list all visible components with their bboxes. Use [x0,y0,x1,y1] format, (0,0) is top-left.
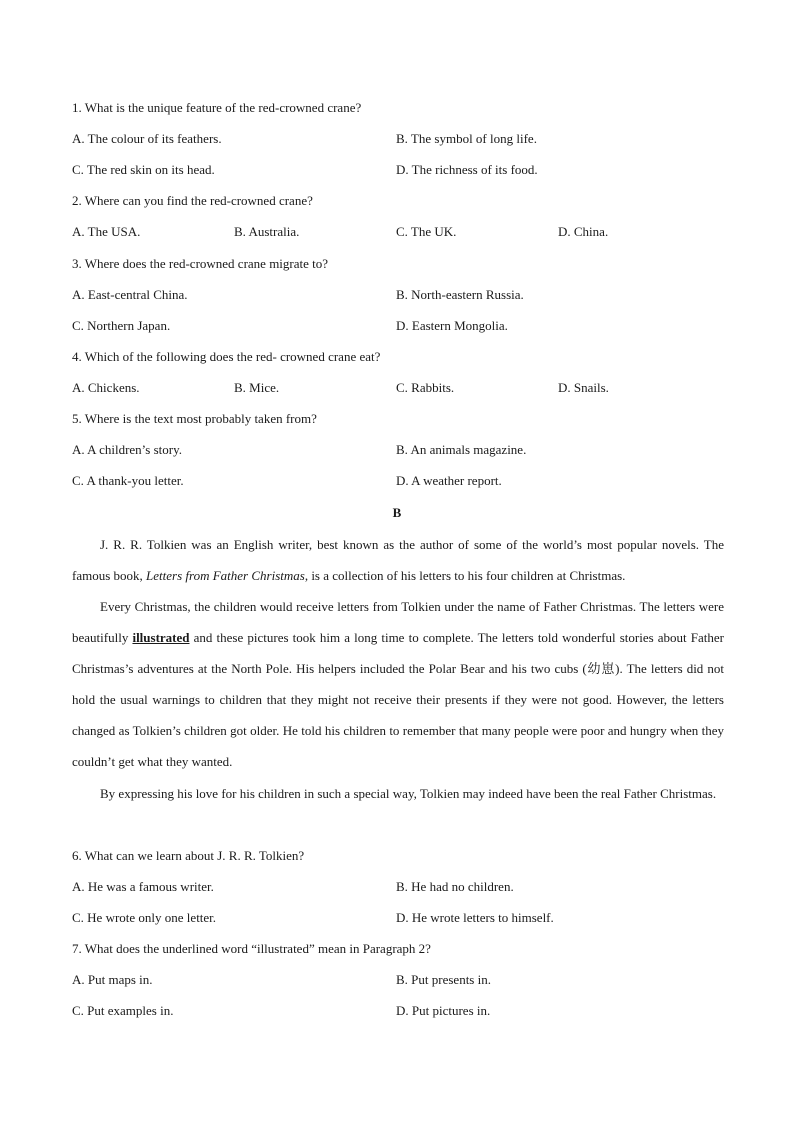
passage-paragraph-1 [72,529,724,591]
question-2-option-b: B. Australia. [234,224,300,239]
passage-paragraph-2-text-after: and these pictures took him a long time to complete. The letters told wonderful stories about Father Christmas’s adventures at the North Pole. His helpers included the Polar Bear and his two cubs (幼崽). The letters did not hold the usual warnings to children that they might not receive their presents if they were not good. However, the letters changed as Tolkien’s children got older. He told his children to remember that many people were poor and hungry when they couldn’t get what they wanted. [72,630,724,769]
question-5-option-b: B. An animals magazine. [396,442,527,457]
question-6: 6. What can we learn about J. R. R. Tolkien? [72,848,305,863]
question-5-option-c: C. A thank-you letter. [72,473,184,488]
question-6-option-d: D. He wrote letters to himself. [396,910,554,925]
question-5-option-d: D. A weather report. [396,473,502,488]
question-3-option-c: C. Northern Japan. [72,318,171,333]
question-7-option-b: B. Put presents in. [396,972,491,987]
question-5-option-a: A. A children’s story. [72,442,183,457]
question-2: 2. Where can you find the red-crowned crane? [72,193,313,208]
question-7: 7. What does the underlined word “illustrated” mean in Paragraph 2? [72,941,431,956]
passage-paragraph-1-text-before: J. R. R. Tolkien was an English writer, best known as the author of some of the world’s most popular novels. The famous book, [72,537,724,583]
question-1-option-c: C. The red skin on its head. [72,162,215,177]
passage-paragraph-1-text-after: , is a collection of his letters to his four children at Christmas. [304,568,626,583]
question-1-option-b: B. The symbol of long life. [396,131,537,146]
underlined-word: illustrated [132,630,190,645]
question-3-option-d: D. Eastern Mongolia. [396,318,508,333]
question-3-option-b: B. North-eastern Russia. [396,287,524,302]
question-4-option-c: C. Rabbits. [396,380,455,395]
question-1: 1. What is the unique feature of the red-crowned crane? [72,100,362,115]
question-1-option-d: D. The richness of its food. [396,162,538,177]
question-3-option-a: A. East-central China. [72,287,188,302]
question-7-option-c: C. Put examples in. [72,1003,174,1018]
question-2-option-d: D. China. [558,224,609,239]
question-7-option-a: A. Put maps in. [72,972,153,987]
passage-paragraph-3: By expressing his love for his children in such a special way, Tolkien may indeed have been the real Father Christmas. [100,786,717,801]
question-4: 4. Which of the following does the red- crowned crane eat? [72,349,381,364]
question-3: 3. Where does the red-crowned crane migrate to? [72,256,329,271]
question-5: 5. Where is the text most probably taken from? [72,411,317,426]
section-heading: B [392,505,402,520]
book-title: Letters from Father Christmas [146,568,305,583]
question-4-option-d: D. Snails. [558,380,609,395]
question-6-option-b: B. He had no children. [396,879,514,894]
passage-paragraph-2-text-before: Every Christmas, the children would receive letters from Tolkien under the name of Father Christmas. The letters were beautifully [72,599,724,645]
question-2-option-c: C. The UK. [396,224,457,239]
question-4-option-a: A. Chickens. [72,380,140,395]
question-4-option-b: B. Mice. [234,380,280,395]
question-6-option-c: C. He wrote only one letter. [72,910,217,925]
question-1-option-a: A. The colour of its feathers. [72,131,222,146]
passage-paragraph-2 [72,591,724,777]
question-7-option-d: D. Put pictures in. [396,1003,491,1018]
question-2-option-a: A. The USA. [72,224,141,239]
question-6-option-a: A. He was a famous writer. [72,879,214,894]
